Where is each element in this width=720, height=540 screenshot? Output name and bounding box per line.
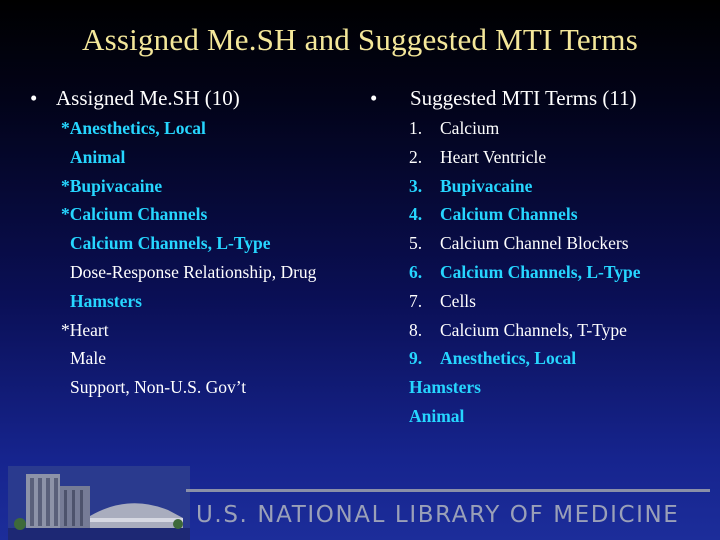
- assigned-mesh-item: *Anesthetics, Local: [61, 118, 206, 138]
- suggested-mti-item: [409, 287, 640, 316]
- item-text: Calcium: [440, 118, 500, 138]
- suggested-mti-item: [409, 229, 640, 258]
- assigned-mesh-item: Calcium Channels, L-Type: [70, 233, 271, 254]
- library-building-logo: [8, 466, 190, 540]
- assigned-mesh-item: *Calcium Channels: [61, 204, 208, 225]
- assigned-mesh-item: Hamsters: [70, 290, 142, 311]
- item-number: 1.: [409, 118, 423, 138]
- item-number: 9.: [409, 348, 423, 369]
- item-number: 3.: [409, 175, 423, 196]
- item-number: 6.: [409, 261, 423, 282]
- suggested-mti-item: [409, 143, 640, 172]
- item-text: Calcium Channels: [440, 204, 578, 225]
- suggested-mti-item: [409, 200, 640, 229]
- right-heading-text: Suggested MTI Terms (11): [410, 86, 637, 110]
- suggested-mti-item: [409, 114, 640, 143]
- suggested-mti-item: [409, 316, 640, 345]
- suggested-mti-item: [409, 258, 640, 287]
- left-heading: [30, 86, 240, 111]
- suggested-mti-item: [409, 172, 640, 201]
- item-text: Cells: [440, 290, 476, 311]
- assigned-mesh-item: Dose-Response Relationship, Drug: [70, 261, 317, 282]
- left-bullet: •: [30, 86, 38, 110]
- slide-title: Assigned Me.SH and Suggested MTI Terms: [82, 22, 638, 57]
- suggested-mti-item: [409, 402, 640, 431]
- item-text: Heart Ventricle: [440, 146, 547, 167]
- item-number: 4.: [409, 204, 423, 225]
- assigned-mesh-item: *Bupivacaine: [61, 175, 163, 196]
- item-number: 5.: [409, 233, 423, 254]
- assigned-mesh-item: Support, Non-U.S. Gov’t: [70, 377, 247, 398]
- right-bullet: •: [370, 86, 378, 110]
- right-heading: [370, 86, 637, 111]
- item-text: Calcium Channels, L-Type: [440, 261, 641, 282]
- item-text: Hamsters: [409, 377, 481, 398]
- left-heading-text: Assigned Me.SH (10): [56, 86, 240, 110]
- item-number: 7.: [409, 290, 423, 311]
- item-text: Anesthetics, Local: [440, 348, 577, 369]
- item-number: 2.: [409, 146, 423, 167]
- assigned-mesh-item: Male: [70, 348, 106, 369]
- suggested-mti-list: [409, 114, 640, 431]
- assigned-mesh-list: [61, 114, 316, 402]
- item-text: Bupivacaine: [440, 175, 533, 196]
- assigned-mesh-item: Animal: [70, 146, 126, 167]
- item-number: 8.: [409, 319, 423, 340]
- assigned-mesh-item: *Heart: [61, 319, 109, 340]
- suggested-mti-item: [409, 344, 640, 373]
- suggested-mti-item: [409, 373, 640, 402]
- item-text: Calcium Channel Blockers: [440, 233, 629, 254]
- footer-divider: [186, 489, 710, 492]
- item-text: Animal: [409, 405, 465, 426]
- footer-title: U.S. NATIONAL LIBRARY OF MEDICINE: [196, 502, 680, 528]
- item-text: Calcium Channels, T-Type: [440, 319, 627, 340]
